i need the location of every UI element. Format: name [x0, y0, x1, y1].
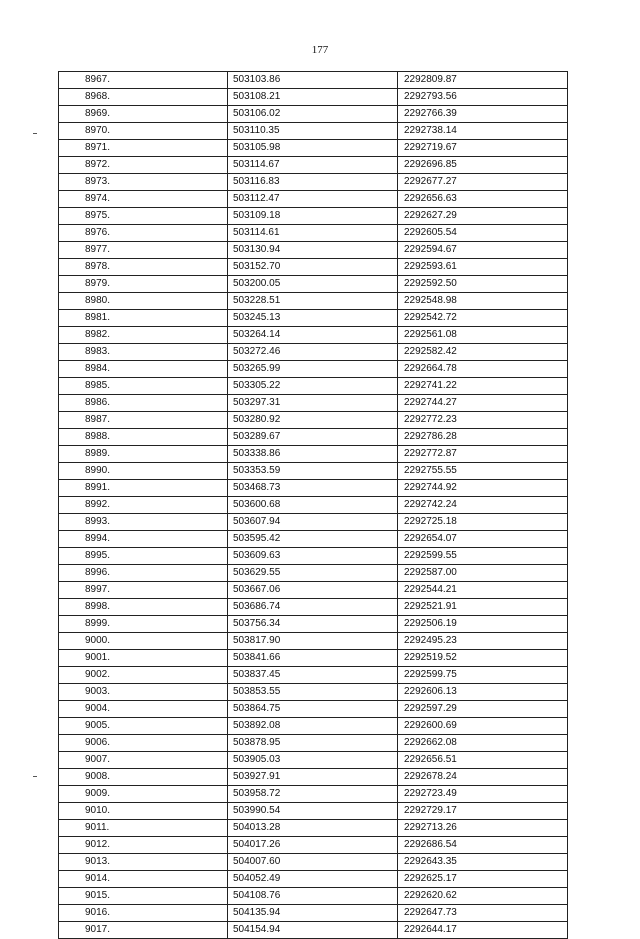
- y-coordinate-cell: 2292786.28: [398, 429, 568, 446]
- x-coordinate-cell: 504135.94: [228, 905, 398, 922]
- point-number-cell: 8980.: [59, 293, 228, 310]
- point-number-cell: 9010.: [59, 803, 228, 820]
- y-coordinate-cell: 2292627.29: [398, 208, 568, 225]
- y-coordinate-cell: 2292542.72: [398, 310, 568, 327]
- table-row: [59, 361, 568, 378]
- y-coordinate-cell: 2292521.91: [398, 599, 568, 616]
- point-number-cell: 9003.: [59, 684, 228, 701]
- y-coordinate-cell: 2292620.62: [398, 888, 568, 905]
- table-row: [59, 395, 568, 412]
- x-coordinate-cell: 503600.68: [228, 497, 398, 514]
- y-coordinate-cell: 2292686.54: [398, 837, 568, 854]
- point-number-cell: 9012.: [59, 837, 228, 854]
- point-number-cell: 8976.: [59, 225, 228, 242]
- y-coordinate-cell: 2292713.26: [398, 820, 568, 837]
- table-row: [59, 446, 568, 463]
- table-row: [59, 582, 568, 599]
- x-coordinate-cell: 503667.06: [228, 582, 398, 599]
- table-row: [59, 225, 568, 242]
- y-coordinate-cell: 2292772.87: [398, 446, 568, 463]
- point-number-cell: 8994.: [59, 531, 228, 548]
- table-row: [59, 820, 568, 837]
- x-coordinate-cell: 503841.66: [228, 650, 398, 667]
- x-coordinate-cell: 503200.05: [228, 276, 398, 293]
- x-coordinate-cell: 503817.90: [228, 633, 398, 650]
- table-row: [59, 514, 568, 531]
- y-coordinate-cell: 2292582.42: [398, 344, 568, 361]
- table-row: [59, 752, 568, 769]
- table-row: [59, 803, 568, 820]
- table-row: [59, 786, 568, 803]
- x-coordinate-cell: 503609.63: [228, 548, 398, 565]
- table-row: [59, 565, 568, 582]
- point-number-cell: 8983.: [59, 344, 228, 361]
- y-coordinate-cell: 2292678.24: [398, 769, 568, 786]
- table-row: [59, 633, 568, 650]
- y-coordinate-cell: 2292561.08: [398, 327, 568, 344]
- y-coordinate-cell: 2292725.18: [398, 514, 568, 531]
- table-row: [59, 497, 568, 514]
- point-number-cell: 9013.: [59, 854, 228, 871]
- point-number-cell: 8985.: [59, 378, 228, 395]
- x-coordinate-cell: 503114.61: [228, 225, 398, 242]
- y-coordinate-cell: 2292744.27: [398, 395, 568, 412]
- point-number-cell: 9007.: [59, 752, 228, 769]
- x-coordinate-cell: 503106.02: [228, 106, 398, 123]
- x-coordinate-cell: 503595.42: [228, 531, 398, 548]
- y-coordinate-cell: 2292495.23: [398, 633, 568, 650]
- point-number-cell: 8995.: [59, 548, 228, 565]
- point-number-cell: 9001.: [59, 650, 228, 667]
- x-coordinate-cell: 503990.54: [228, 803, 398, 820]
- x-coordinate-cell: 503629.55: [228, 565, 398, 582]
- y-coordinate-cell: 2292654.07: [398, 531, 568, 548]
- x-coordinate-cell: 503958.72: [228, 786, 398, 803]
- y-coordinate-cell: 2292594.67: [398, 242, 568, 259]
- x-coordinate-cell: 504108.76: [228, 888, 398, 905]
- y-coordinate-cell: 2292548.98: [398, 293, 568, 310]
- y-coordinate-cell: 2292605.54: [398, 225, 568, 242]
- x-coordinate-cell: 503112.47: [228, 191, 398, 208]
- table-row: [59, 922, 568, 939]
- coordinates-table-body: [59, 72, 568, 939]
- table-row: [59, 106, 568, 123]
- point-number-cell: 8977.: [59, 242, 228, 259]
- table-row: [59, 684, 568, 701]
- x-coordinate-cell: 503864.75: [228, 701, 398, 718]
- y-coordinate-cell: 2292647.73: [398, 905, 568, 922]
- y-coordinate-cell: 2292597.29: [398, 701, 568, 718]
- x-coordinate-cell: 503105.98: [228, 140, 398, 157]
- y-coordinate-cell: 2292738.14: [398, 123, 568, 140]
- y-coordinate-cell: 2292793.56: [398, 89, 568, 106]
- x-coordinate-cell: 503905.03: [228, 752, 398, 769]
- x-coordinate-cell: 504007.60: [228, 854, 398, 871]
- y-coordinate-cell: 2292599.75: [398, 667, 568, 684]
- point-number-cell: 8990.: [59, 463, 228, 480]
- y-coordinate-cell: 2292593.61: [398, 259, 568, 276]
- y-coordinate-cell: 2292729.17: [398, 803, 568, 820]
- table-row: [59, 123, 568, 140]
- y-coordinate-cell: 2292506.19: [398, 616, 568, 633]
- x-coordinate-cell: 503338.86: [228, 446, 398, 463]
- y-coordinate-cell: 2292809.87: [398, 72, 568, 89]
- table-row: [59, 276, 568, 293]
- x-coordinate-cell: 503297.31: [228, 395, 398, 412]
- table-row: [59, 531, 568, 548]
- point-number-cell: 8993.: [59, 514, 228, 531]
- y-coordinate-cell: 2292742.24: [398, 497, 568, 514]
- x-coordinate-cell: 503152.70: [228, 259, 398, 276]
- x-coordinate-cell: 503289.67: [228, 429, 398, 446]
- point-number-cell: 8971.: [59, 140, 228, 157]
- table-row: [59, 888, 568, 905]
- table-row: [59, 174, 568, 191]
- x-coordinate-cell: 503927.91: [228, 769, 398, 786]
- x-coordinate-cell: 503607.94: [228, 514, 398, 531]
- point-number-cell: 9017.: [59, 922, 228, 939]
- y-coordinate-cell: 2292656.63: [398, 191, 568, 208]
- table-row: [59, 480, 568, 497]
- table-row: [59, 293, 568, 310]
- table-row: [59, 616, 568, 633]
- margin-tick: [33, 776, 37, 777]
- y-coordinate-cell: 2292599.55: [398, 548, 568, 565]
- x-coordinate-cell: 503110.35: [228, 123, 398, 140]
- point-number-cell: 9009.: [59, 786, 228, 803]
- y-coordinate-cell: 2292741.22: [398, 378, 568, 395]
- point-number-cell: 8974.: [59, 191, 228, 208]
- y-coordinate-cell: 2292644.17: [398, 922, 568, 939]
- point-number-cell: 8970.: [59, 123, 228, 140]
- y-coordinate-cell: 2292696.85: [398, 157, 568, 174]
- point-number-cell: 9015.: [59, 888, 228, 905]
- point-number-cell: 8968.: [59, 89, 228, 106]
- x-coordinate-cell: 503853.55: [228, 684, 398, 701]
- x-coordinate-cell: 503109.18: [228, 208, 398, 225]
- x-coordinate-cell: 503245.13: [228, 310, 398, 327]
- table-row: [59, 208, 568, 225]
- x-coordinate-cell: 504154.94: [228, 922, 398, 939]
- x-coordinate-cell: 503228.51: [228, 293, 398, 310]
- x-coordinate-cell: 503892.08: [228, 718, 398, 735]
- x-coordinate-cell: 503280.92: [228, 412, 398, 429]
- x-coordinate-cell: 503265.99: [228, 361, 398, 378]
- table-row: [59, 837, 568, 854]
- x-coordinate-cell: 503116.83: [228, 174, 398, 191]
- y-coordinate-cell: 2292600.69: [398, 718, 568, 735]
- point-number-cell: 9011.: [59, 820, 228, 837]
- table-row: [59, 344, 568, 361]
- point-number-cell: 8988.: [59, 429, 228, 446]
- y-coordinate-cell: 2292587.00: [398, 565, 568, 582]
- table-row: [59, 769, 568, 786]
- point-number-cell: 8991.: [59, 480, 228, 497]
- table-row: [59, 191, 568, 208]
- y-coordinate-cell: 2292656.51: [398, 752, 568, 769]
- table-row: [59, 905, 568, 922]
- table-row: [59, 378, 568, 395]
- point-number-cell: 8996.: [59, 565, 228, 582]
- y-coordinate-cell: 2292544.21: [398, 582, 568, 599]
- y-coordinate-cell: 2292606.13: [398, 684, 568, 701]
- x-coordinate-cell: 504013.28: [228, 820, 398, 837]
- point-number-cell: 9000.: [59, 633, 228, 650]
- table-row: [59, 718, 568, 735]
- table-row: [59, 871, 568, 888]
- point-number-cell: 9008.: [59, 769, 228, 786]
- x-coordinate-cell: 503108.21: [228, 89, 398, 106]
- table-row: [59, 412, 568, 429]
- y-coordinate-cell: 2292625.17: [398, 871, 568, 888]
- point-number-cell: 8969.: [59, 106, 228, 123]
- table-row: [59, 735, 568, 752]
- y-coordinate-cell: 2292677.27: [398, 174, 568, 191]
- point-number-cell: 8967.: [59, 72, 228, 89]
- point-number-cell: 9002.: [59, 667, 228, 684]
- x-coordinate-cell: 503756.34: [228, 616, 398, 633]
- x-coordinate-cell: 503686.74: [228, 599, 398, 616]
- x-coordinate-cell: 504052.49: [228, 871, 398, 888]
- point-number-cell: 8979.: [59, 276, 228, 293]
- margin-tick: [33, 133, 37, 134]
- y-coordinate-cell: 2292766.39: [398, 106, 568, 123]
- point-number-cell: 8999.: [59, 616, 228, 633]
- table-row: [59, 854, 568, 871]
- table-row: [59, 650, 568, 667]
- table-row: [59, 599, 568, 616]
- y-coordinate-cell: 2292592.50: [398, 276, 568, 293]
- table-row: [59, 259, 568, 276]
- table-row: [59, 701, 568, 718]
- table-row: [59, 429, 568, 446]
- table-row: [59, 72, 568, 89]
- page-number: 177: [311, 44, 329, 56]
- point-number-cell: 9016.: [59, 905, 228, 922]
- point-number-cell: 8978.: [59, 259, 228, 276]
- x-coordinate-cell: 504017.26: [228, 837, 398, 854]
- y-coordinate-cell: 2292755.55: [398, 463, 568, 480]
- x-coordinate-cell: 503468.73: [228, 480, 398, 497]
- x-coordinate-cell: 503264.14: [228, 327, 398, 344]
- x-coordinate-cell: 503305.22: [228, 378, 398, 395]
- table-row: [59, 242, 568, 259]
- coordinates-table: [58, 71, 568, 939]
- table-row: [59, 463, 568, 480]
- table-row: [59, 157, 568, 174]
- point-number-cell: 8972.: [59, 157, 228, 174]
- y-coordinate-cell: 2292744.92: [398, 480, 568, 497]
- table-row: [59, 310, 568, 327]
- x-coordinate-cell: 503130.94: [228, 242, 398, 259]
- point-number-cell: 8984.: [59, 361, 228, 378]
- point-number-cell: 9004.: [59, 701, 228, 718]
- x-coordinate-cell: 503272.46: [228, 344, 398, 361]
- table-row: [59, 140, 568, 157]
- y-coordinate-cell: 2292719.67: [398, 140, 568, 157]
- point-number-cell: 8989.: [59, 446, 228, 463]
- y-coordinate-cell: 2292643.35: [398, 854, 568, 871]
- point-number-cell: 8998.: [59, 599, 228, 616]
- point-number-cell: 8982.: [59, 327, 228, 344]
- x-coordinate-cell: 503103.86: [228, 72, 398, 89]
- x-coordinate-cell: 503353.59: [228, 463, 398, 480]
- y-coordinate-cell: 2292519.52: [398, 650, 568, 667]
- point-number-cell: 8986.: [59, 395, 228, 412]
- point-number-cell: 9014.: [59, 871, 228, 888]
- x-coordinate-cell: 503837.45: [228, 667, 398, 684]
- table-row: [59, 327, 568, 344]
- point-number-cell: 9006.: [59, 735, 228, 752]
- point-number-cell: 8975.: [59, 208, 228, 225]
- point-number-cell: 8992.: [59, 497, 228, 514]
- point-number-cell: 8981.: [59, 310, 228, 327]
- table-row: [59, 89, 568, 106]
- table-row: [59, 667, 568, 684]
- point-number-cell: 9005.: [59, 718, 228, 735]
- x-coordinate-cell: 503114.67: [228, 157, 398, 174]
- point-number-cell: 8973.: [59, 174, 228, 191]
- x-coordinate-cell: 503878.95: [228, 735, 398, 752]
- y-coordinate-cell: 2292772.23: [398, 412, 568, 429]
- y-coordinate-cell: 2292662.08: [398, 735, 568, 752]
- y-coordinate-cell: 2292664.78: [398, 361, 568, 378]
- point-number-cell: 8987.: [59, 412, 228, 429]
- y-coordinate-cell: 2292723.49: [398, 786, 568, 803]
- point-number-cell: 8997.: [59, 582, 228, 599]
- table-row: [59, 548, 568, 565]
